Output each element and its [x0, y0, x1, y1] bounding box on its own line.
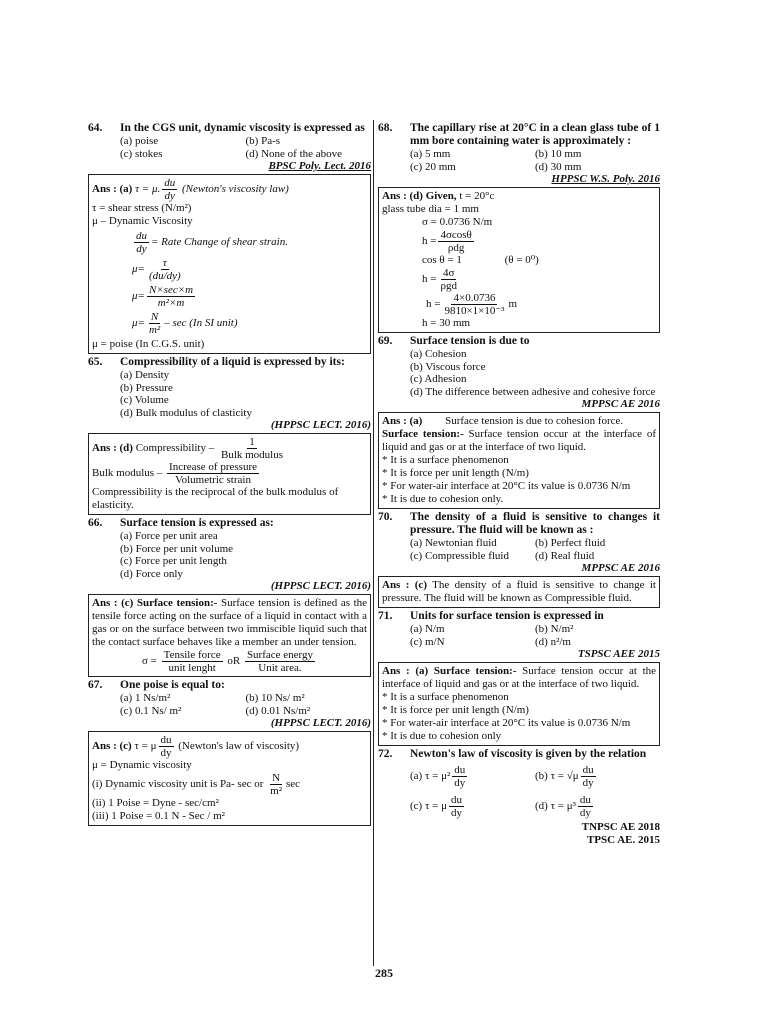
option-d: (d) n²/m	[535, 635, 571, 648]
question-71	[378, 610, 660, 623]
question-text: Surface tension is due to	[410, 335, 530, 347]
equation-text: Compressibility –	[135, 442, 215, 455]
question-number: 65.	[88, 356, 103, 368]
source-tag: (HPPSC LECT. 2016)	[270, 717, 371, 729]
options-69	[378, 348, 660, 398]
question-67	[88, 679, 371, 692]
law-note: (Newton's law of viscosity)	[178, 740, 300, 753]
option-b: (b) Pa-s	[245, 135, 281, 147]
question-text: In the CGS unit, dynamic viscosity is expressed as	[120, 122, 365, 134]
unit-line: (i) Dynamic viscosity unit is Pa- sec or	[92, 778, 264, 791]
answer-body: The density of a fluid is sensitive to change it pressure. The fluid will be known as Compressible fluid.	[382, 579, 656, 604]
answer-70	[378, 576, 660, 608]
equation-text: = Rate Change of shear strain.	[151, 236, 288, 249]
question-number: 68.	[378, 122, 393, 134]
options-65	[88, 369, 371, 419]
fraction-denominator: Unit area.	[258, 662, 302, 674]
answer-body: Surface tension occur at the interface of liquid and gas or at the interface of two liquid.	[382, 665, 657, 690]
answer-65	[88, 433, 371, 515]
bullet-item: * It is force per unit length (N/m)	[382, 704, 529, 716]
question-text: Newton's law of viscosity is given by the relation	[410, 748, 647, 760]
option-c: (c) Volume	[120, 394, 169, 406]
right-column	[378, 120, 660, 847]
answer-body: Surface tension occur at the interface of liquid and gas or at the interface of two liquid.	[382, 428, 656, 453]
option-d: (d) The difference between adhesive and cohesive force	[410, 385, 656, 398]
question-64	[88, 122, 371, 135]
option-b: (b) Perfect fluid	[535, 537, 606, 549]
question-69	[378, 335, 660, 348]
question-text: Compressibility of a liquid is expressed by its:	[120, 356, 345, 368]
question-text: The capillary rise at 20°C in a clean glass tube of 1 mm bore containing water is approximately :	[410, 122, 660, 147]
answer-68: Ans : (d) Given, t = 20°c glass tube dia = 1 mm σ = 0.0736 N/m h = $\frac{4\sigma\cos\theta}{\text{ρdg}}$ cos θ = 1 (θ = 0⁰) h = $\frac{4\sigma}{\text{ρgd}}$ h = $\frac{4\times 0.0736}{\text{9810×1×10⁻³}}$ m h = 30 mm	[378, 187, 660, 333]
equation-text: oR	[227, 655, 241, 668]
question-text: Units for surface tension is expressed in	[410, 610, 604, 622]
option-a: (a) 1 Ns/m²	[120, 692, 171, 704]
answer-label: Ans : (c)	[382, 579, 427, 591]
unit-line: (ii) 1 Poise = Dyne - sec/cm²	[92, 797, 219, 809]
question-number: 69.	[378, 335, 393, 347]
option-d: (d) Force only	[120, 567, 183, 580]
option-d: (d) Bulk modulus of clasticity	[120, 406, 252, 419]
options-71	[378, 623, 660, 648]
answer-note: Compressibility is the reciprocal of the bulk modulus of elasticity.	[92, 486, 339, 511]
fraction-denominator: Volumetric strain	[175, 474, 251, 486]
definition-line: μ = poise (In C.G.S. unit)	[92, 338, 205, 350]
question-65	[88, 356, 371, 369]
bullet-item: * It is due to cohesion only	[382, 730, 502, 742]
equation-text: – sec (In SI unit)	[164, 317, 238, 330]
answer-66: Ans : (c) Surface tension:- Surface tension is defined as the tensile force acting on the surface of a liquid in contact with a gas or on the surface between two immiscible liquid such that the contact surface behaves like a member an under tension. σ = $\frac{\text{Tensile force}}{\text{unit lenght}}$ oR $\frac{\text{Surface energy}}{\text{Unit area.}}$	[88, 594, 371, 677]
fraction-denominator: unit lenght	[168, 662, 216, 674]
definition-line: τ = shear stress (N/m²)	[92, 202, 192, 214]
option-d: (d) 30 mm	[535, 160, 582, 173]
bullet-item: * It is force per unit length (N/m)	[382, 467, 529, 479]
left-column	[88, 120, 371, 828]
result-line: h = 30 mm	[422, 317, 471, 329]
option-d: (d) None of the above	[245, 147, 343, 160]
bullet-item: * It is a surface phenomenon	[382, 691, 509, 703]
source-tag: TSPSC AEE 2015	[577, 648, 660, 660]
answer-69	[378, 412, 660, 509]
option-c: (c) 20 mm	[410, 160, 456, 173]
bullet-item: * For water-air interface at 20°C its value is 0.0736 N/m	[382, 717, 631, 729]
bullet-item: * It is due to cohesion only.	[382, 493, 504, 505]
question-number: 67.	[88, 679, 103, 691]
fraction-numerator: Increase of pressure	[169, 461, 257, 473]
question-70	[378, 511, 660, 537]
given-value: glass tube dia = 1 mm	[382, 203, 479, 215]
option-a: (a) 5 mm	[410, 148, 451, 160]
given-value: σ = 0.0736 N/m	[422, 216, 493, 228]
option-a: (a)	[410, 770, 423, 782]
answer-71	[378, 662, 660, 746]
option-c: (c) Adhesion	[410, 373, 467, 385]
source-tag: (HPPSC LECT. 2016)	[270, 419, 371, 431]
given-value: t = 20°c	[459, 190, 495, 202]
option-a: (a) N/m	[410, 623, 445, 635]
option-b: (b) Pressure	[120, 381, 173, 394]
question-number: 72.	[378, 748, 393, 760]
answer-label: Surface tension:-	[382, 428, 464, 440]
definition-line: μ – Dynamic Viscosity	[92, 215, 193, 227]
option-b: (b) Viscous force	[410, 360, 486, 373]
source-tag: BPSC Poly. Lect. 2016	[268, 160, 371, 172]
fraction-numerator: Tensile force	[163, 649, 221, 661]
source-tag: (HPPSC LECT. 2016)	[270, 580, 371, 592]
option-a: (a) Density	[120, 369, 170, 381]
answer-body: Surface tension is due to cohesion force.	[445, 415, 624, 427]
question-text: One poise is equal to:	[120, 679, 225, 691]
options-67	[88, 692, 371, 717]
answer-67: Ans : (c) τ = μ $\frac{du}{dy}$ (Newton's law of viscosity) μ = Dynamic viscosity (i) Dynamic viscosity unit is Pa- sec or $\frac{N}{\text{m²}}$ sec (ii) 1 Poise = Dyne - sec/cm² (iii) 1 Poise = 0.1 N - Sec / m²	[88, 731, 371, 826]
answer-64: Ans : (a) τ = μ. $\frac{du}{dy}$ (Newton's viscosity law) τ = shear stress (N/m²) μ – Dynamic Viscosity $\frac{du}{dy}$ = Rate Change of shear strain. μ= $\frac{\tau}{(du/dy)}$ μ= $\frac{N\times\sec\times m}{\text{m²×m}}$ μ= $\frac{N}{\text{m²}}$ – sec (In SI unit) μ = poise (In C.G.S. unit)	[88, 174, 371, 354]
question-number: 66.	[88, 517, 103, 529]
answer-label: Ans : (d)	[92, 442, 133, 455]
source-tag: MPPSC AE 2016	[581, 562, 660, 574]
option-b: (b)	[535, 770, 548, 782]
options-72: (a) τ = μ² $\frac{du}{dy}$ (b) τ = √μ $\frac{du}{dy}$ (c) τ = μ $\frac{du}{dy}$ (d) τ = μ³ $\frac{du}{dy}$	[410, 763, 594, 819]
question-number: 70.	[378, 511, 393, 523]
options-70	[378, 537, 660, 562]
answer-label: Ans : (d) Given,	[382, 190, 457, 202]
column-divider	[373, 120, 374, 966]
page-number: 285	[375, 966, 393, 980]
question-number: 71.	[378, 610, 393, 622]
option-b: (b) 10 Ns/ m²	[245, 692, 305, 704]
equation-text: cos θ = 1	[422, 254, 462, 266]
option-b: (b) 10 mm	[535, 148, 582, 160]
answer-label: Ans : (a) Surface tension:-	[382, 665, 517, 677]
bullet-item: * For water-air interface at 20°C its value is 0.0736 N/m	[382, 480, 631, 492]
answer-body: Surface tension is defined as the tensile force acting on the surface of a liquid in contact with a gas or on the surface between two immiscible liquid such that the contact surface behaves like a member an under tension.	[92, 597, 368, 648]
option-a: (a) Force per unit area	[120, 530, 218, 542]
source-tag: MPPSC AE 2016	[581, 398, 660, 410]
option-d: (d) Real fluid	[535, 549, 595, 562]
source-tag: TNPSC AE 2018	[581, 821, 660, 833]
options-68	[378, 148, 660, 173]
option-d: (d)	[535, 800, 548, 812]
bullet-item: * It is a surface phenomenon	[382, 454, 509, 466]
answer-label: Ans : (c)	[92, 740, 132, 753]
fraction-denominator: Bulk modulus	[220, 449, 284, 461]
option-a: (a) poise	[120, 135, 159, 147]
option-c: (c) 0.1 Ns/ m²	[120, 704, 182, 717]
option-c: (c) stokes	[120, 147, 163, 160]
option-d: (d) 0.01 Ns/m²	[245, 704, 311, 717]
question-72	[378, 748, 660, 761]
option-c: (c)	[410, 800, 423, 812]
fraction-numerator: Surface energy	[246, 649, 314, 661]
option-c: (c) m/N	[410, 635, 445, 648]
unit-line: (iii) 1 Poise = 0.1 N - Sec / m²	[92, 810, 225, 822]
option-b: (b) Force per unit volume	[120, 542, 234, 555]
question-66	[88, 517, 371, 530]
answer-label: Ans : (a)	[382, 415, 423, 427]
option-c: (c) Force per unit length	[120, 555, 227, 567]
answer-label: Ans : (c) Surface tension:-	[92, 597, 218, 609]
definition-line: μ = Dynamic viscosity	[92, 759, 192, 771]
option-a: (a) Newtonian fluid	[410, 537, 497, 549]
options-64	[88, 135, 371, 160]
question-68	[378, 122, 660, 148]
equation-text: sec	[286, 778, 301, 791]
option-c: (c) Compressible fluid	[410, 549, 509, 562]
source-tag: HPPSC W.S. Poly. 2016	[551, 173, 660, 185]
fraction-numerator: 1	[249, 436, 255, 448]
law-note: (Newton's viscosity law)	[181, 183, 289, 196]
source-tag: TPSC AE. 2015	[586, 834, 660, 846]
equation-text: Bulk modulus –	[92, 467, 163, 480]
option-a: (a) Cohesion	[410, 348, 467, 360]
option-b: (b) N/m²	[535, 623, 574, 635]
equation-text: (θ = 0⁰)	[504, 254, 539, 266]
question-text: The density of a fluid is sensitive to changes it pressure. The fluid will be known as :	[410, 511, 660, 536]
question-number: 64.	[88, 122, 103, 134]
options-66	[88, 530, 371, 580]
question-text: Surface tension is expressed as:	[120, 517, 274, 529]
answer-label: Ans : (a)	[92, 183, 133, 196]
